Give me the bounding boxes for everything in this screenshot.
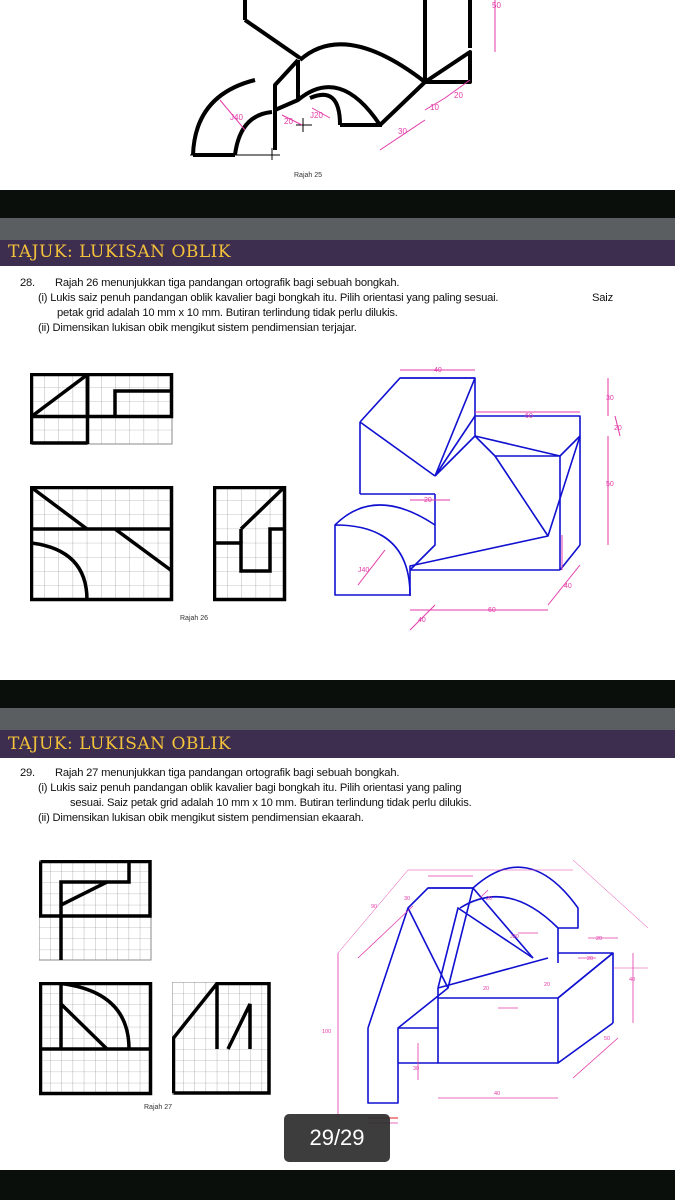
dim-20a: 20 [284,117,293,126]
obl27-dim-20e: 20 [587,956,594,962]
rajah-26-side-view [213,486,287,603]
q28-line1: Rajah 26 menunjukkan tiga pandangan ortografik bagi sebuah bongkah. [55,277,400,289]
obl27-dim-20c: 20 [544,982,551,988]
q29-line3: sesuai. Saiz petak grid adalah 10 mm x 10 mm. Butiran terlindung tidak perlu dilukis. [70,797,472,809]
q29-line2: (i) Lukis saiz penuh pandangan oblik kavalier bagi bongkah itu. Pilih orientasi yang paling [38,782,462,794]
obl26-dim-20: 20 [424,497,432,504]
obl26-dim-40b: 40 [564,583,572,590]
q28-line4: (ii) Dimensikan lukisan obik mengikut sistem pendimensian terjajar. [38,322,357,334]
obl27-dim-40: 40 [629,977,636,983]
dim-j20: J20 [310,111,323,120]
separator-dark [0,190,675,218]
rajah-27-caption: Rajah 27 [144,1104,173,1111]
dim-30: 30 [398,127,407,136]
rajah-25-caption: Rajah 25 [294,172,323,179]
obl26-dim-j40: J40 [358,567,370,574]
q29-line1: Rajah 27 menunjukkan tiga pandangan ortografik bagi sebuah bongkah. [55,767,400,779]
rajah-27-oblique-drawing [318,848,648,1130]
obl26-dim-50: 50 [606,481,614,488]
q28-number: 28. [20,277,35,289]
rajah-27-side-view [172,982,272,1096]
rajah-26-oblique-drawing [330,360,630,640]
q29-line4: (ii) Dimensikan lukisan obik mengikut sistem pendimensian ekaarah. [38,812,364,824]
q28-line3: petak grid adalah 10 mm x 10 mm. Butiran terlindung tidak perlu dilukis. [57,307,398,319]
obl27-dim-100: 100 [322,1029,332,1035]
page-indicator: 29/29 [284,1114,390,1162]
obl27-dim-20b: 20 [483,986,490,992]
q28-line2-end: Saiz [592,292,613,304]
separator-dark-2 [0,680,675,708]
rajah-26-top-view [30,373,174,445]
obl27-dim-j20: J20 [510,934,519,940]
obl26-dim-60b: 60 [488,607,496,614]
obl27-dim-90: 90 [371,904,378,910]
separator-grey-2 [0,708,675,730]
dim-10: 10 [430,103,439,112]
dim-50: 50 [492,1,501,10]
obl26-dim-40c: 40 [418,617,426,624]
section-2-title: TAJUK: LUKISAN OBLIK [0,730,675,758]
dim-j40: J40 [230,113,243,122]
separator-grey [0,218,675,240]
rajah-26-front-view [30,486,175,603]
obl26-dim-60: 60 [525,413,533,420]
obl26-dim-20b: 20 [614,425,622,432]
obl27-dim-20: 20 [486,896,493,902]
rajah-26-caption: Rajah 26 [180,615,209,622]
rajah-25-figure [0,0,675,190]
q28-line2: (i) Lukis saiz penuh pandangan oblik kavalier bagi bongkah itu. Pilih orientasi yang paling sesuai. [38,292,499,304]
obl27-dim-30b: 30 [413,1066,420,1072]
obl26-dim-40: 40 [434,367,442,374]
obl27-dim-30: 30 [404,896,411,902]
bottom-separator-dark [0,1170,675,1200]
q29-number: 29. [20,767,35,779]
rajah-27-top-view [39,860,153,962]
rajah-27-front-view [39,982,153,1096]
obl26-dim-30: 30 [606,395,614,402]
obl27-dim-50: 50 [604,1036,611,1042]
dim-20b: 20 [454,91,463,100]
obl27-dim-20d: 20 [596,936,603,942]
obl27-dim-40b: 40 [494,1091,501,1097]
section-1-title: TAJUK: LUKISAN OBLIK [0,240,675,266]
